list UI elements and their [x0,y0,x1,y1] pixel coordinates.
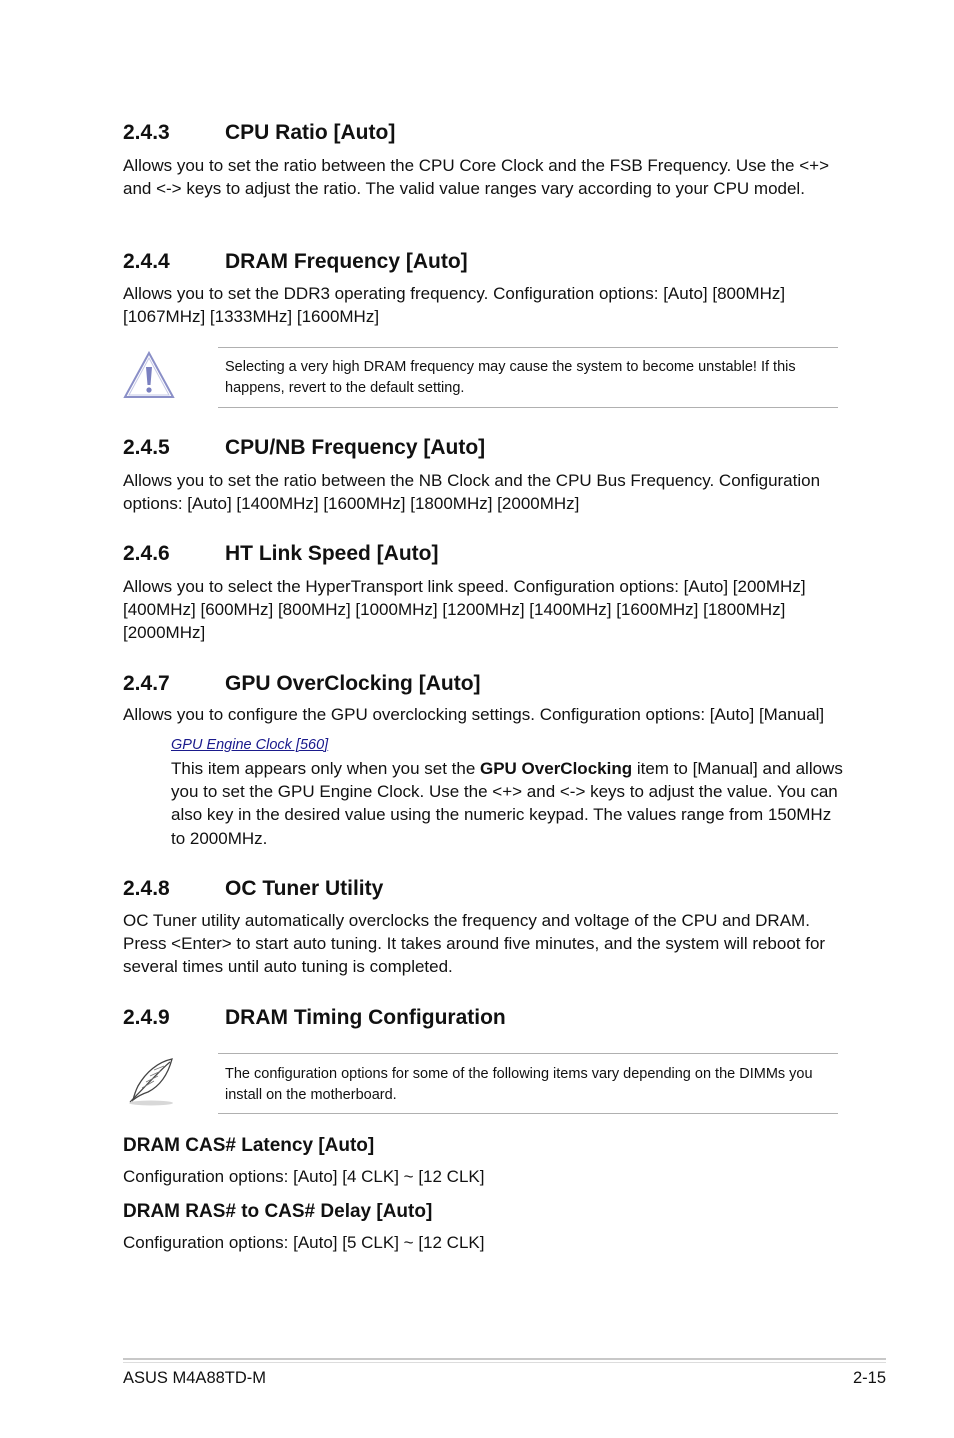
section-title-gpu-overclocking [123,671,481,697]
section-number: 2.4.8 [123,877,170,900]
footer-product-name: ASUS M4A88TD-M [123,1369,267,1387]
section-heading: CPU Ratio [Auto] [225,121,396,144]
section-heading: HT Link Speed [Auto] [225,542,439,565]
section-title-cpu-nb-frequency [123,435,485,461]
section-number: 2.4.3 [123,121,170,144]
section-number: 2.4.6 [123,542,170,565]
item-title-ras-to-cas-delay: DRAM RAS# to CAS# Delay [Auto] [123,1201,433,1222]
subitem-body-text: This item appears only when you set the [171,759,480,778]
section-title-cpu-ratio [123,120,395,146]
footer-divider [123,1362,886,1363]
section-body: Allows you to select the HyperTransport link speed. Configuration options: [Auto] [200MHz] [400MHz] [600MHz] [800MHz] [1000MHz] [1200MHz] [1400MHz] [1600MHz] [1800MHz] [2000MHz] [123,577,806,643]
item-title-cas-latency: DRAM CAS# Latency [Auto] [123,1135,375,1156]
warning-note-box [218,347,838,408]
item-options: Configuration options: [Auto] [4 CLK] ~ [12 CLK] [123,1167,485,1186]
section-body: Allows you to set the ratio between the NB Clock and the CPU Bus Frequency. Configuration options: [Auto] [1400MHz] [1600MHz] [1800MHz] [2000MHz] [123,471,821,514]
section-title-ht-link-speed [123,541,439,567]
footer-divider [123,1358,886,1360]
warning-triangle-icon [122,350,176,400]
section-number: 2.4.7 [123,672,170,695]
footer-page-number: 2-15 [852,1369,886,1387]
info-note-box [218,1053,838,1114]
subitem-body-text: item to [Manual] and allows you to set the GPU Engine Clock. Use the <+> and <-> keys to adjust the value. You can also key in the desired value using the numeric keypad. The values range from 150MHz to 2000MHz. [171,759,843,848]
warning-note-text: Selecting a very high DRAM frequency may cause the system to become unstable! If this happens, revert to the default setting. [225,359,796,396]
section-body: OC Tuner utility automatically overclocks the frequency and voltage of the CPU and DRAM. Press <Enter> to start auto tuning. It takes around five minutes, and the system will reboot for several times until auto tuning is completed. [123,911,826,977]
section-body: Allows you to set the DDR3 operating frequency. Configuration options: [Auto] [800MHz] [1067MHz] [1333MHz] [1600MHz] [123,284,786,327]
section-body: Allows you to configure the GPU overclocking settings. Configuration options: [Auto] [Manual] [123,705,825,724]
subitem-body-bold: GPU OverClocking [480,759,633,778]
section-title-dram-timing [123,1005,506,1031]
section-heading: OC Tuner Utility [225,877,384,900]
info-note-text: The configuration options for some of the following items vary depending on the DIMMs you install on the motherboard. [225,1066,813,1103]
subitem-title-gpu-engine-clock: GPU Engine Clock [560] [171,737,329,753]
section-title-oc-tuner [123,876,383,902]
section-number: 2.4.9 [123,1006,170,1029]
section-heading: DRAM Frequency [Auto] [225,250,468,273]
section-title-dram-frequency [123,249,468,275]
section-number: 2.4.4 [123,250,170,273]
section-heading: CPU/NB Frequency [Auto] [225,436,486,459]
section-heading: DRAM Timing Configuration [225,1006,506,1029]
section-heading: GPU OverClocking [Auto] [225,672,481,695]
section-body: Allows you to set the ratio between the CPU Core Clock and the FSB Frequency. Use the <+> and <-> keys to adjust the ratio. The valid value ranges vary according to your CPU model. [123,156,830,199]
note-feather-icon [124,1056,178,1108]
section-number: 2.4.5 [123,436,170,459]
subitem-body [171,757,846,850]
item-options: Configuration options: [Auto] [5 CLK] ~ [12 CLK] [123,1233,485,1252]
